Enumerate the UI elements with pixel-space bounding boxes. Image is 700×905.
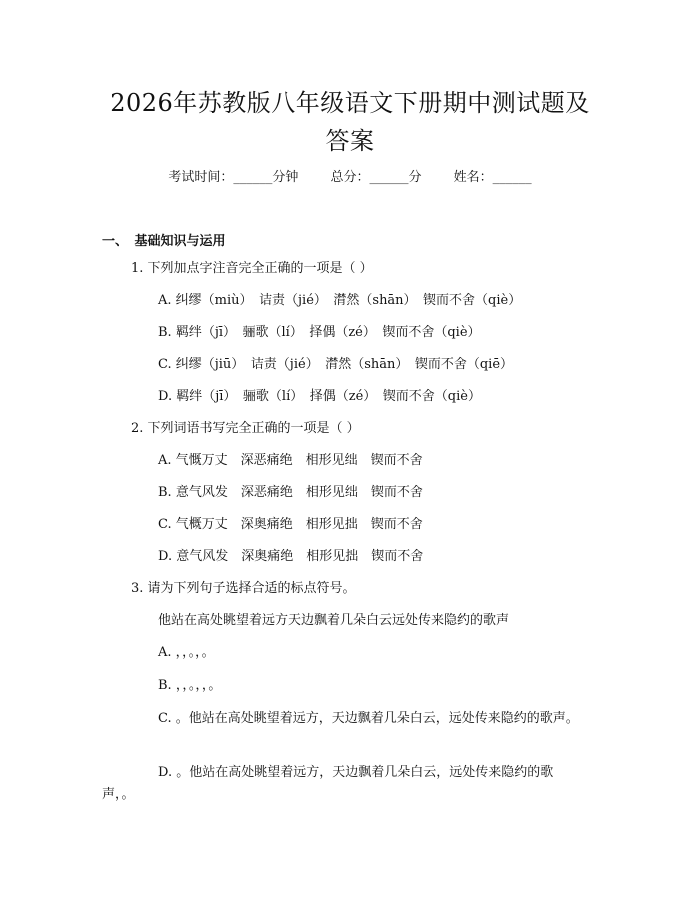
question-3-option-c: C. 。他站在高处眺望着远方，天边飘着几朵白云，远处传来隐约的歌声。 xyxy=(158,711,579,726)
question-2-option-d: D. 意气风发 深奥痛绝 相形见拙 锲而不舍 xyxy=(158,549,424,564)
question-3-stem: 3. 请为下列句子选择合适的标点符号。 xyxy=(131,581,356,596)
section-heading: 一、 基础知识与运用 xyxy=(102,234,226,249)
question-1-stem: 1. 下列加点字注音完全正确的一项是（ ） xyxy=(131,261,373,276)
question-3-option-d: D. 。他站在高处眺望着远方，天边飘着几朵白云，远处传来隐约的歌声，。 xyxy=(102,765,554,802)
question-1-option-a: A. 纠缪（miù） 诘责（jié） 潸然（shān） 锲而不舍（qiè） xyxy=(158,293,522,308)
question-3-sentence: 他站在高处眺望着远方天边飘着几朵白云远处传来隐约的歌声 xyxy=(158,613,510,628)
question-1-option-c: C. 纠缪（jiū） 诘责（jié） 潸然（shān） 锲而不舍（qiē） xyxy=(158,357,514,372)
document-title xyxy=(70,84,630,160)
title-line-1: 2026年苏教版八年级语文下册期中测试题及 xyxy=(110,89,590,117)
question-2-option-c: C. 气概万丈 深奥痛绝 相形见拙 锲而不舍 xyxy=(158,517,423,532)
question-2-option-a: A. 气慨万丈 深恶痛绝 相形见绌 锲而不舍 xyxy=(158,453,423,468)
exam-time: 考试时间：______分钟 xyxy=(168,170,299,185)
question-2-option-b: B. 意气风发 深恶痛绝 相形见绌 锲而不舍 xyxy=(158,485,423,500)
question-3-option-b: B. ，，。，，。 xyxy=(158,678,222,693)
question-1-option-d: D. 羁绊（jī） 骊歌（lí） 择偶（zé） 锲而不舍（qiè） xyxy=(158,389,481,404)
question-2-stem: 2. 下列词语书写完全正确的一项是（ ） xyxy=(131,421,360,436)
exam-name: 姓名：______ xyxy=(453,170,532,185)
question-3-option-a: A. ，，。，。 xyxy=(158,645,215,660)
title-line-2: 答案 xyxy=(325,127,375,155)
exam-score: 总分：______分 xyxy=(330,170,422,185)
question-1-option-b: B. 羁绊（jī） 骊歌（lí） 择偶（zé） 锲而不舍（qiè） xyxy=(158,325,481,340)
exam-info xyxy=(0,168,700,188)
